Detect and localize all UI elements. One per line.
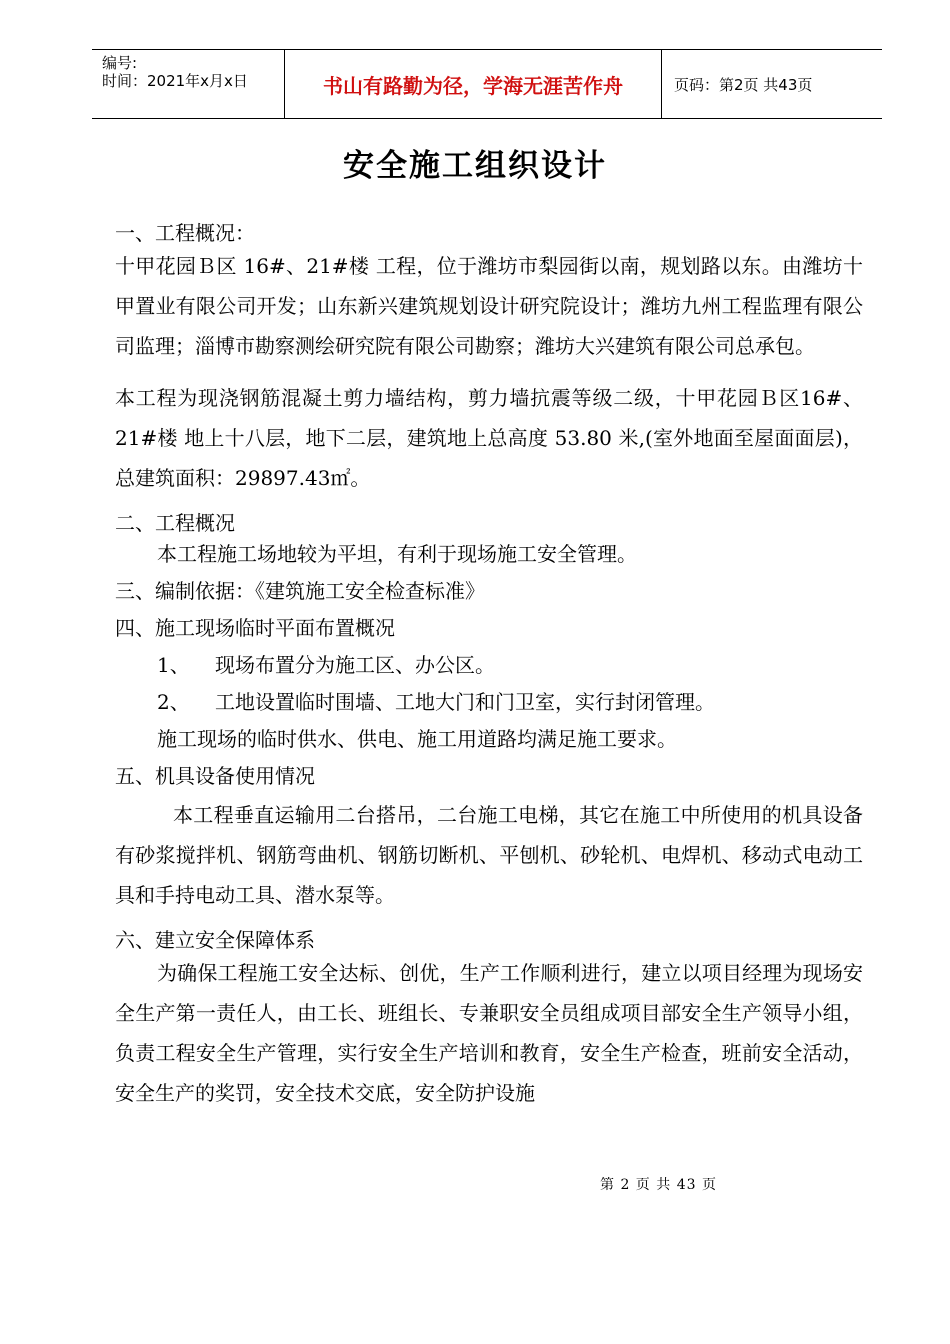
list-item-text: 工地设置临时围墙、工地大门和门卫室，实行封闭管理。 — [215, 690, 715, 714]
section-5-paragraph: 本工程垂直运输用二台搭吊，二台施工电梯，其它在施工中所使用的机具设备有砂浆搅拌机、钢筋弯曲机、钢筋切断机、平刨机、砂轮机、电焊机、移动式电动工具和手持电动工具、潜水泵等。 — [115, 803, 863, 907]
section-2-paragraph: 本工程施工场地较为平坦，有利于现场施工安全管理。 — [157, 542, 637, 566]
section-4-paragraph: 施工现场的临时供水、供电、施工用道路均满足施工要求。 — [157, 727, 677, 751]
section-6-paragraph: 为确保工程施工安全达标、创优，生产工作顺利进行，建立以项目经理为现场安全生产第一责任人，由工长、班组长、专兼职安全员组成项目部安全生产领导小组，负责工程安全生产管理，实行安全生产培训和教育，安全生产检查，班前安全活动，安全生产的奖罚，安全技术交底，安全防护设施 — [115, 961, 863, 1105]
document-body — [115, 220, 863, 1113]
section-1-heading: 一、工程概况： — [115, 221, 255, 245]
section-1-paragraph-2: 本工程为现浇钢筋混凝土剪力墙结构，剪力墙抗震等级二级，十甲花园Ｂ区16#、21#楼 地上十八层，地下二层，建筑地上总高度 53.80 米,(室外地面至屋面面层)，总建筑面积：29897.43㎡。 — [115, 386, 863, 490]
header-page-info: 页码：第2页 共43页 — [674, 75, 813, 94]
header-meta — [92, 50, 285, 118]
page-header — [92, 49, 882, 119]
list-item — [115, 684, 863, 721]
section-4-heading: 四、施工现场临时平面布置概况 — [115, 616, 395, 640]
list-item-number: 2、 — [157, 690, 190, 714]
list-item-number: 1、 — [157, 653, 190, 677]
doc-time-label: 时间：2021年x月x日 — [102, 72, 248, 90]
section-2-heading: 二、工程概况 — [115, 511, 235, 535]
section-6-heading: 六、建立安全保障体系 — [115, 928, 315, 952]
doc-number-label: 编号: — [102, 54, 138, 72]
header-motto: 书山有路勤为径，学海无涯苦作舟 — [285, 50, 662, 118]
document-title: 安全施工组织设计 — [343, 148, 607, 184]
section-3-heading: 三、编制依据：《建筑施工安全检查标准》 — [115, 579, 485, 603]
section-5-heading: 五、机具设备使用情况 — [115, 764, 315, 788]
list-item — [115, 647, 863, 684]
page-footer: 第 2 页 共 43 页 — [600, 1177, 717, 1193]
section-1-paragraph-1: 十甲花园Ｂ区 16#、21#楼 工程，位于潍坊市梨园街以南，规划路以东。由潍坊十甲置业有限公司开发；山东新兴建筑规划设计研究院设计；潍坊九州工程监理有限公司监理；淄博市勘察测绘研究院有限公司勘察；潍坊大兴建筑有限公司总承包。 — [115, 254, 863, 358]
list-item-text: 现场布置分为施工区、办公区。 — [215, 653, 495, 677]
